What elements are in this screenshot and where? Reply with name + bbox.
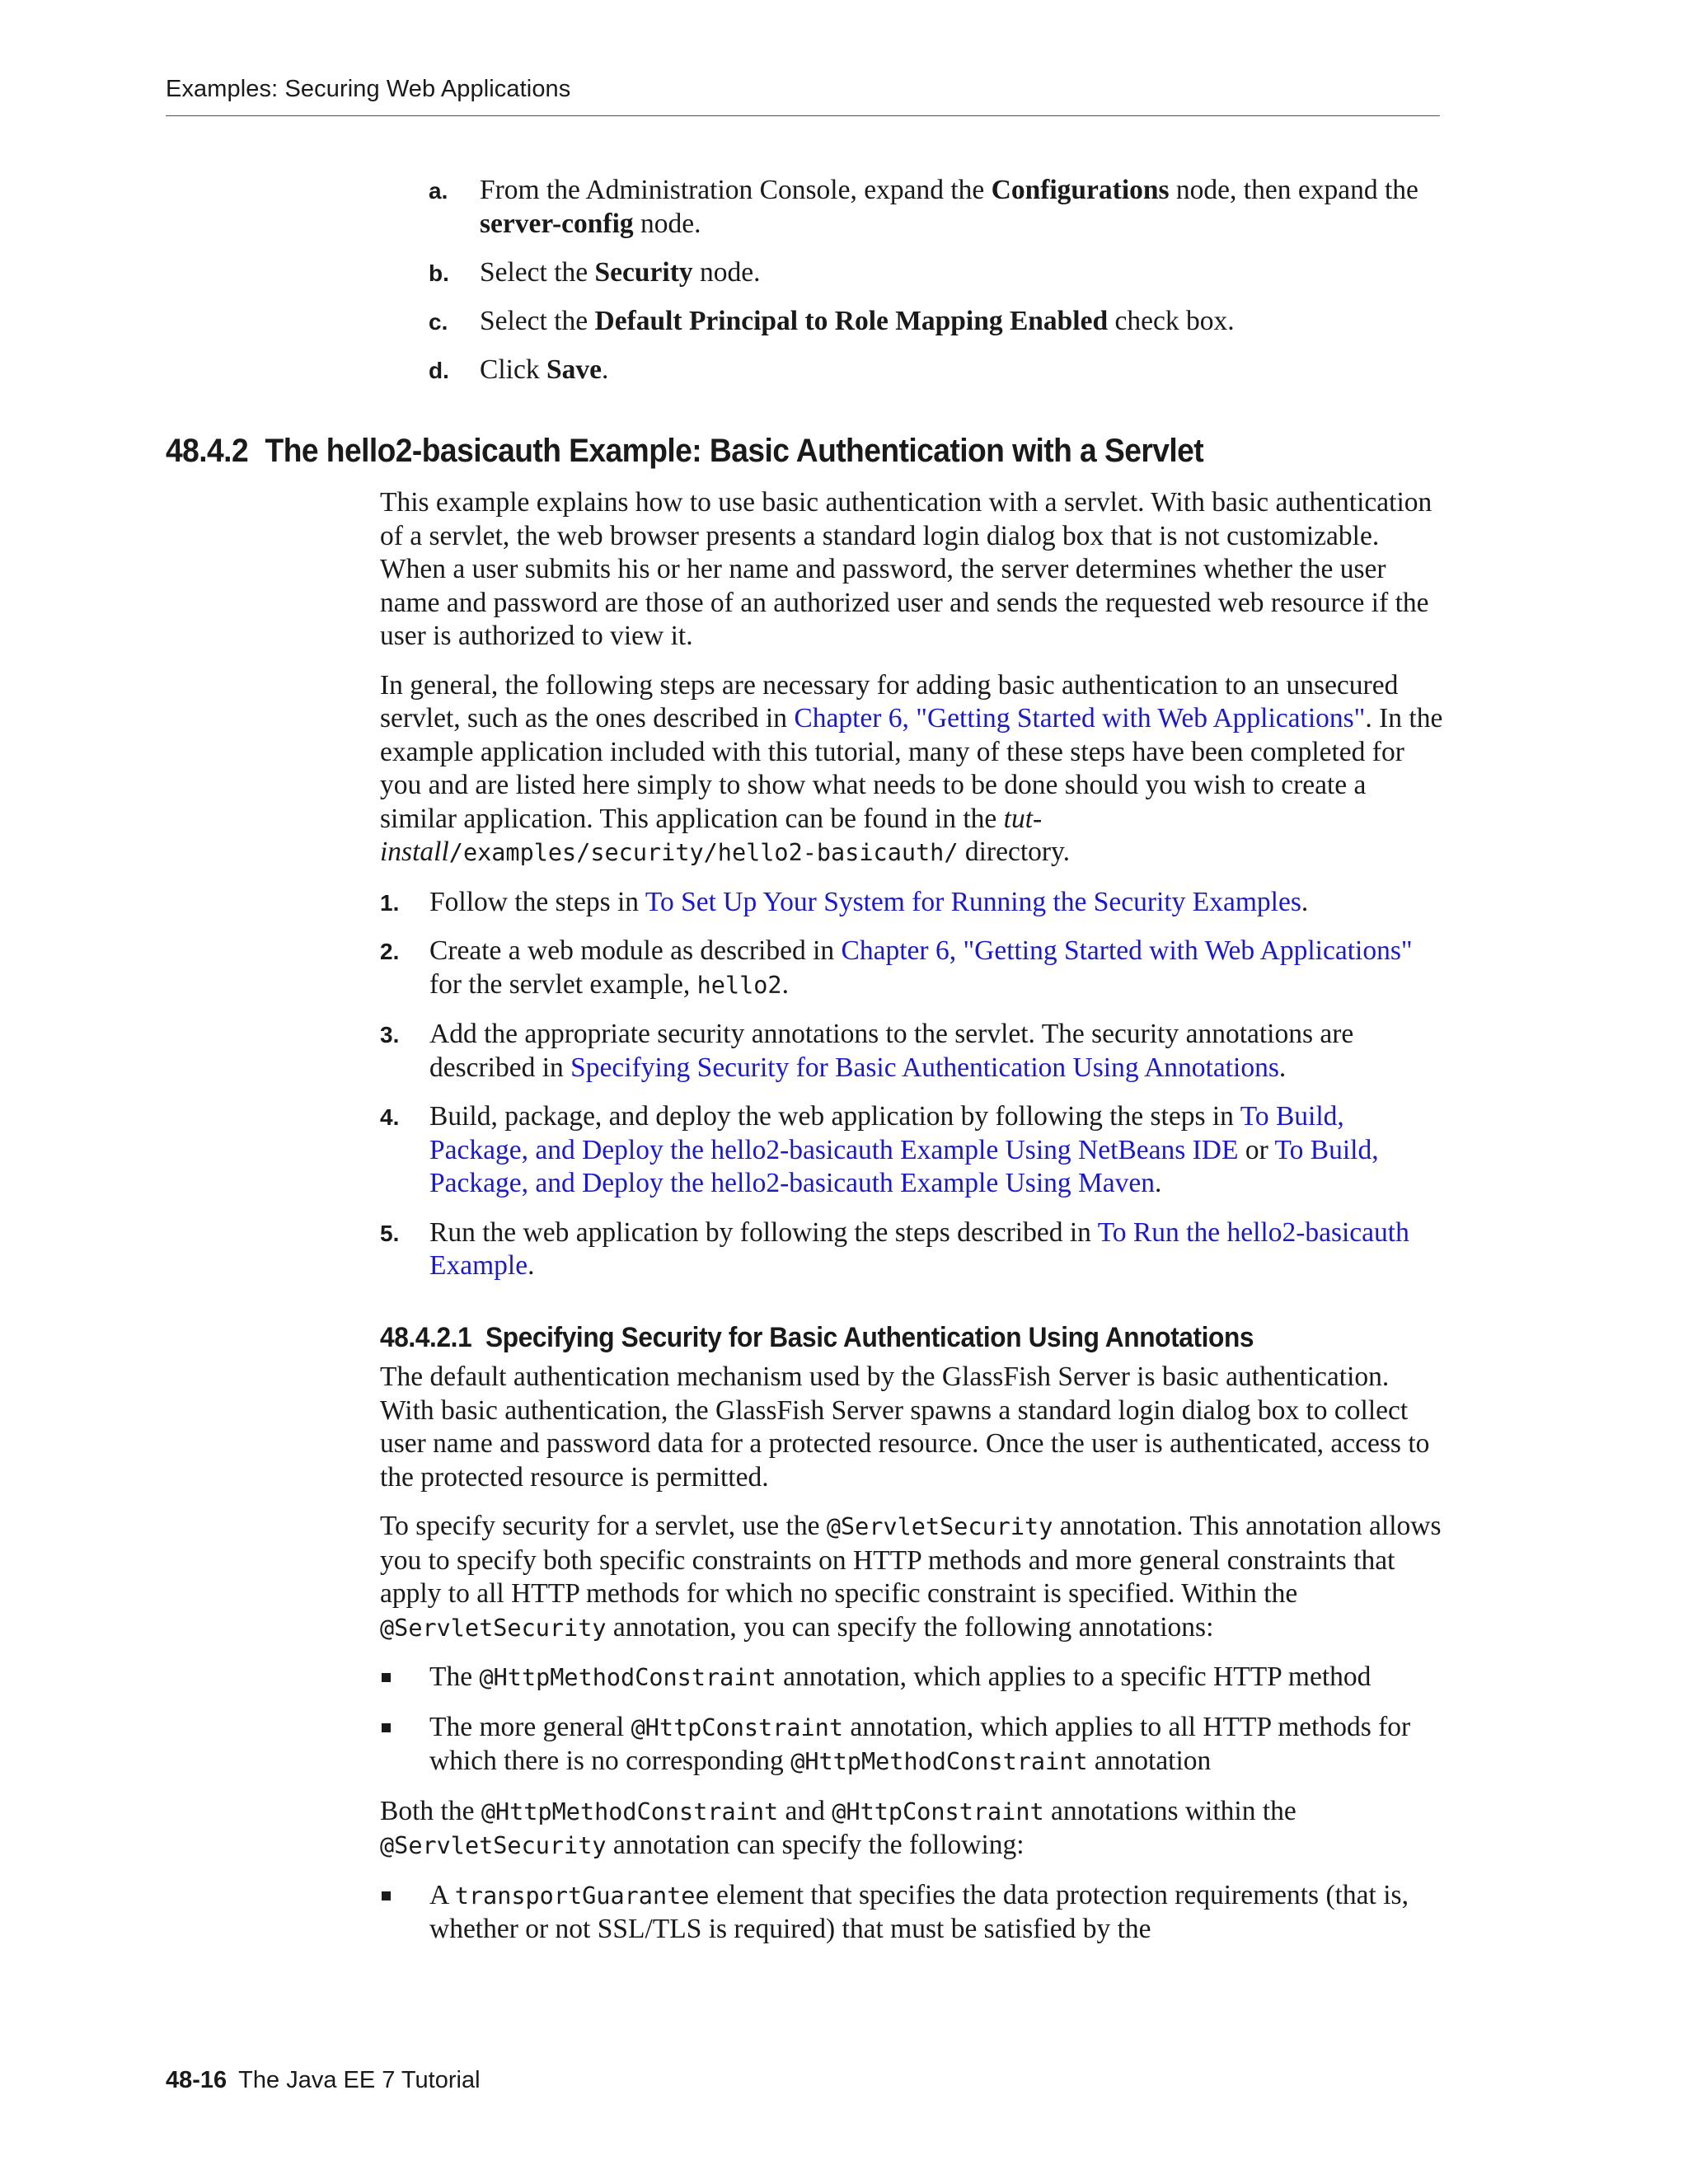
ui-term: Configurations: [991, 175, 1170, 205]
ui-term: Default Principal to Role Mapping Enabled: [594, 306, 1109, 336]
numbered-step-list: [380, 886, 1443, 1283]
bullet-square-icon: [382, 1673, 391, 1682]
cross-reference-link[interactable]: To Run the hello2-basicauth Example: [429, 1216, 1409, 1281]
code-term: @ServletSecurity: [826, 1513, 1053, 1540]
lettered-step: a. From the Administration Console, expand the Configurations node, then expand the server-config node.: [429, 175, 1418, 239]
bullet-item: The more general @HttpConstraint annotation, which applies to all HTTP methods for which there is no corresponding @HttpMethodConstraint annotation: [380, 1711, 1443, 1779]
lettered-step: d. Click Save.: [429, 353, 1442, 387]
step-marker: 5.: [380, 1220, 400, 1246]
step-marker: 1.: [380, 889, 400, 916]
code-term: @HttpMethodConstraint: [790, 1748, 1088, 1775]
specify-security-paragraph: To specify security for a servlet, use the @ServletSecurity annotation. This annotation allows you to specify both specific constraints on HTTP methods and more general constraints that apply to all HTTP methods for which no specific constraint is specified. Within the @ServletSecurity annotation, you can specify the following annotations:: [380, 1511, 1442, 1643]
ui-term: Save: [546, 354, 602, 385]
subsection-number: 48.4.2.1: [380, 1321, 472, 1353]
intro-paragraph: This example explains how to use basic authentication with a servlet. With basic authentication of a servlet, the web browser presents a standard login dialog box that is not customizable. When a user submits his or her name and password, the server determines whether the user name and password are those of an authorized user and sends the requested web resource if the user is authorized to view it.: [380, 487, 1432, 651]
annotation-bullet-list: [380, 1661, 1443, 1779]
code-term: @HttpMethodConstraint: [479, 1664, 776, 1691]
running-header: Examples: Securing Web Applications: [166, 76, 571, 102]
body-text: [380, 486, 1443, 1962]
book-title: The Java EE 7 Tutorial: [238, 2067, 481, 2093]
code-term: @HttpConstraint: [832, 1797, 1044, 1825]
ui-term: server-config: [480, 209, 634, 239]
code-term: @ServletSecurity: [380, 1832, 607, 1859]
numbered-step: 3. Add the appropriate security annotations to the servlet. The security annotations are described in Specifying Security for Basic Authentication Using Annotations.: [380, 1019, 1354, 1083]
cross-reference-link[interactable]: To Set Up Your System for Running the Security Examples: [645, 886, 1301, 917]
code-term: @HttpConstraint: [631, 1713, 843, 1741]
code-term: transportGuarantee: [454, 1882, 710, 1910]
page-footer: [166, 2067, 481, 2094]
lettered-step: b. Select the Security node.: [429, 255, 1442, 289]
header-rule: [166, 115, 1440, 116]
cross-reference-link[interactable]: To Build, Package, and Deploy the hello2-basicauth Example Using NetBeans IDE: [429, 1101, 1344, 1165]
cross-reference-link[interactable]: Chapter 6, "Getting Started with Web Applications": [841, 935, 1413, 966]
numbered-step: 4. Build, package, and deploy the web application by following the steps in To Build, Package, and Deploy the hello2-basicauth Example Using NetBeans IDE or To Build, Package, and Deploy the hello2-basicauth Example Using Maven.: [380, 1101, 1379, 1198]
numbered-step: 2. Create a web module as described in Chapter 6, "Getting Started with Web Applications" for the servlet example, hello2.: [380, 935, 1413, 1000]
code-term: hello2: [696, 971, 782, 999]
section-heading: [166, 433, 1203, 470]
numbered-step: 1. Follow the steps in To Set Up Your System for Running the Security Examples.: [380, 886, 1443, 920]
step-marker: c.: [429, 309, 448, 335]
bullet-square-icon: [382, 1723, 391, 1732]
subsection-heading: [380, 1321, 1369, 1355]
bullet-item: A transportGuarantee element that specifies the data protection requirements (that is, whether or not SSL/TLS is required) that must be satisfied by the: [380, 1879, 1443, 1947]
ui-term: Security: [594, 257, 693, 288]
bullet-item: The @HttpMethodConstraint annotation, which applies to a specific HTTP method: [380, 1661, 1443, 1695]
cross-reference-link[interactable]: Chapter 6, "Getting Started with Web Applications": [794, 703, 1366, 733]
step-marker: 4.: [380, 1104, 400, 1130]
numbered-step: 5. Run the web application by following the steps described in To Run the hello2-basicauth Example.: [380, 1216, 1409, 1281]
step-marker: a.: [429, 178, 448, 204]
cross-reference-link[interactable]: To Build, Package, and Deploy the hello2-basicauth Example Using Maven: [429, 1134, 1379, 1198]
both-annotations-paragraph: Both the @HttpMethodConstraint and @HttpConstraint annotations within the @ServletSecurity annotation can specify the following:: [380, 1795, 1296, 1860]
placeholder-term: tut-install: [380, 803, 1043, 867]
step-marker: b.: [429, 260, 449, 286]
lettered-step-list: [429, 173, 1442, 401]
bullet-square-icon: [382, 1891, 391, 1900]
cross-reference-link[interactable]: Specifying Security for Basic Authentication Using Annotations: [570, 1052, 1279, 1083]
code-term: @HttpMethodConstraint: [481, 1797, 779, 1825]
subsection-title: Specifying Security for Basic Authentication Using Annotations: [485, 1321, 1254, 1353]
step-marker: 2.: [380, 939, 400, 964]
step-marker: d.: [429, 358, 449, 383]
general-paragraph: In general, the following steps are necessary for adding basic authentication to an unsecured servlet, such as the ones described in Chapter 6, "Getting Started with Web Applications". In the example application included with this tutorial, many of these steps have been completed for you and are listed here simply to show what needs to be done should you wish to create a similar application. This application can be found in the tut-install/examples/security/hello2-basicauth/ directory.: [380, 669, 1443, 867]
code-path: /examples/security/hello2-basicauth/: [448, 839, 959, 866]
lettered-step: c. Select the Default Principal to Role Mapping Enabled check box.: [429, 304, 1442, 338]
section-number: 48.4.2: [166, 433, 249, 469]
step-marker: 3.: [380, 1022, 400, 1047]
code-term: @ServletSecurity: [380, 1614, 607, 1642]
page-number: 48-16: [166, 2067, 227, 2093]
element-bullet-list: [380, 1879, 1443, 1947]
section-title: The hello2-basicauth Example: Basic Authentication with a Servlet: [265, 433, 1204, 469]
default-mechanism-paragraph: The default authentication mechanism used by the GlassFish Server is basic authentication. With basic authentication, the GlassFish Server spawns a standard login dialog box to collect user name and password data for a protected resource. Once the user is authenticated, access to the protected resource is permitted.: [380, 1361, 1430, 1493]
